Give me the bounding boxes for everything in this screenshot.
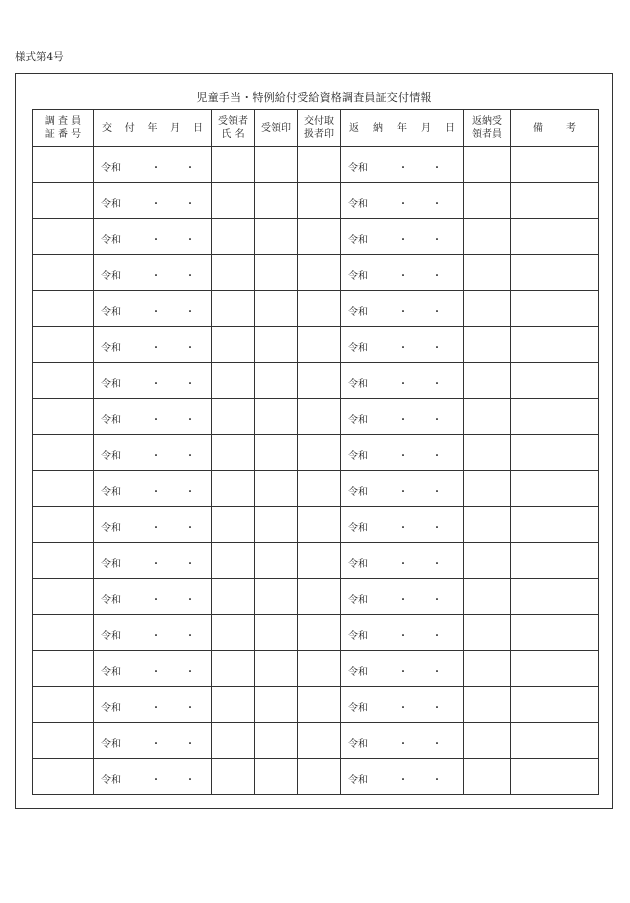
issue-date-cell[interactable] xyxy=(94,615,212,651)
recipient-name-cell[interactable] xyxy=(212,579,255,615)
date-separator: ・ xyxy=(398,703,408,714)
recipient-seal-cell[interactable] xyxy=(255,363,298,399)
recipient-seal-cell[interactable] xyxy=(255,399,298,435)
date-separator: ・ xyxy=(432,487,442,498)
remarks-cell[interactable] xyxy=(511,147,599,183)
return-receiver-cell[interactable] xyxy=(464,543,511,579)
issuer-seal-cell[interactable] xyxy=(298,723,341,759)
table-row xyxy=(33,435,599,471)
issue-date-cell[interactable] xyxy=(94,435,212,471)
date-separator: ・ xyxy=(185,559,195,570)
table-row xyxy=(33,759,599,795)
issue-date-cell[interactable] xyxy=(94,651,212,687)
remarks-cell[interactable] xyxy=(511,327,599,363)
investigator-no-cell[interactable] xyxy=(33,507,94,543)
investigator-no-cell[interactable] xyxy=(33,255,94,291)
era-label: 令和 xyxy=(348,199,368,210)
issue-date-cell[interactable] xyxy=(94,579,212,615)
date-separator: ・ xyxy=(398,775,408,786)
date-separator: ・ xyxy=(398,523,408,534)
issue-date-cell[interactable] xyxy=(94,507,212,543)
date-separator: ・ xyxy=(151,235,161,246)
issuer-seal-cell[interactable] xyxy=(298,435,341,471)
era-label: 令和 xyxy=(101,775,121,786)
date-separator: ・ xyxy=(432,595,442,606)
header-issue-date: 交 付 年 月 日 xyxy=(94,110,212,147)
date-separator: ・ xyxy=(185,235,195,246)
date-separator: ・ xyxy=(151,739,161,750)
recipient-seal-cell[interactable] xyxy=(255,579,298,615)
era-label: 令和 xyxy=(348,307,368,318)
investigator-no-cell[interactable] xyxy=(33,291,94,327)
investigator-no-cell[interactable] xyxy=(33,435,94,471)
recipient-name-cell[interactable] xyxy=(212,507,255,543)
era-label: 令和 xyxy=(348,343,368,354)
date-separator: ・ xyxy=(185,451,195,462)
recipient-name-cell[interactable] xyxy=(212,255,255,291)
date-separator: ・ xyxy=(398,235,408,246)
issue-date-cell[interactable] xyxy=(94,687,212,723)
date-separator: ・ xyxy=(185,739,195,750)
return-date-cell[interactable] xyxy=(341,363,464,399)
issue-date-cell[interactable] xyxy=(94,291,212,327)
table-row xyxy=(33,399,599,435)
investigator-no-cell[interactable] xyxy=(33,615,94,651)
date-separator: ・ xyxy=(398,271,408,282)
issue-date-cell[interactable] xyxy=(94,147,212,183)
date-separator: ・ xyxy=(151,487,161,498)
date-separator: ・ xyxy=(151,523,161,534)
recipient-name-cell[interactable] xyxy=(212,435,255,471)
return-receiver-cell[interactable] xyxy=(464,723,511,759)
date-separator: ・ xyxy=(151,451,161,462)
investigator-no-cell[interactable] xyxy=(33,147,94,183)
table-row xyxy=(33,471,599,507)
remarks-cell[interactable] xyxy=(511,219,599,255)
issue-date-cell[interactable] xyxy=(94,543,212,579)
era-label: 令和 xyxy=(348,235,368,246)
date-separator: ・ xyxy=(185,415,195,426)
remarks-cell[interactable] xyxy=(511,291,599,327)
remarks-cell[interactable] xyxy=(511,651,599,687)
investigator-no-cell[interactable] xyxy=(33,687,94,723)
recipient-name-cell[interactable] xyxy=(212,543,255,579)
date-separator: ・ xyxy=(432,775,442,786)
table-row xyxy=(33,291,599,327)
date-separator: ・ xyxy=(185,271,195,282)
date-separator: ・ xyxy=(151,163,161,174)
recipient-name-cell[interactable] xyxy=(212,687,255,723)
recipient-name-cell[interactable] xyxy=(212,723,255,759)
return-receiver-cell[interactable] xyxy=(464,399,511,435)
return-date-cell[interactable] xyxy=(341,651,464,687)
date-separator: ・ xyxy=(185,775,195,786)
era-label: 令和 xyxy=(348,163,368,174)
return-receiver-cell[interactable] xyxy=(464,327,511,363)
issuer-seal-cell[interactable] xyxy=(298,507,341,543)
date-separator: ・ xyxy=(432,667,442,678)
investigator-no-cell[interactable] xyxy=(33,471,94,507)
return-receiver-cell[interactable] xyxy=(464,219,511,255)
date-separator: ・ xyxy=(398,739,408,750)
date-separator: ・ xyxy=(185,631,195,642)
date-separator: ・ xyxy=(185,343,195,354)
date-separator: ・ xyxy=(398,343,408,354)
return-date-cell[interactable] xyxy=(341,147,464,183)
investigator-no-cell[interactable] xyxy=(33,219,94,255)
return-receiver-cell[interactable] xyxy=(464,183,511,219)
return-receiver-cell[interactable] xyxy=(464,507,511,543)
return-date-cell[interactable] xyxy=(341,543,464,579)
investigator-no-cell[interactable] xyxy=(33,723,94,759)
remarks-cell[interactable] xyxy=(511,399,599,435)
era-label: 令和 xyxy=(348,379,368,390)
table-row xyxy=(33,723,599,759)
recipient-seal-cell[interactable] xyxy=(255,723,298,759)
table-row xyxy=(33,687,599,723)
issuer-seal-cell[interactable] xyxy=(298,543,341,579)
table-row xyxy=(33,651,599,687)
date-separator: ・ xyxy=(432,415,442,426)
date-separator: ・ xyxy=(185,523,195,534)
issuer-seal-cell[interactable] xyxy=(298,471,341,507)
date-separator: ・ xyxy=(398,415,408,426)
recipient-name-cell[interactable] xyxy=(212,399,255,435)
era-label: 令和 xyxy=(101,703,121,714)
issuer-seal-cell[interactable] xyxy=(298,399,341,435)
remarks-cell[interactable] xyxy=(511,255,599,291)
era-label: 令和 xyxy=(101,523,121,534)
recipient-seal-cell[interactable] xyxy=(255,327,298,363)
investigator-no-cell[interactable] xyxy=(33,327,94,363)
header-recipient-name: 受領者 氏 名 xyxy=(212,110,255,147)
remarks-cell[interactable] xyxy=(511,543,599,579)
recipient-seal-cell[interactable] xyxy=(255,615,298,651)
issuer-seal-cell[interactable] xyxy=(298,183,341,219)
return-date-cell[interactable] xyxy=(341,255,464,291)
recipient-name-cell[interactable] xyxy=(212,327,255,363)
date-separator: ・ xyxy=(432,559,442,570)
table-row xyxy=(33,579,599,615)
recipient-seal-cell[interactable] xyxy=(255,651,298,687)
issuer-seal-cell[interactable] xyxy=(298,363,341,399)
era-label: 令和 xyxy=(348,271,368,282)
era-label: 令和 xyxy=(348,523,368,534)
recipient-seal-cell[interactable] xyxy=(255,435,298,471)
return-date-cell[interactable] xyxy=(341,507,464,543)
era-label: 令和 xyxy=(101,559,121,570)
return-date-cell[interactable] xyxy=(341,399,464,435)
era-label: 令和 xyxy=(101,235,121,246)
issuer-seal-cell[interactable] xyxy=(298,687,341,723)
issuer-seal-cell[interactable] xyxy=(298,579,341,615)
investigator-no-cell[interactable] xyxy=(33,759,94,795)
table-row xyxy=(33,363,599,399)
issuer-seal-cell[interactable] xyxy=(298,759,341,795)
date-separator: ・ xyxy=(185,703,195,714)
form-number-label: 様式第4号 xyxy=(15,51,64,63)
recipient-name-cell[interactable] xyxy=(212,651,255,687)
issue-date-cell[interactable] xyxy=(94,183,212,219)
recipient-seal-cell[interactable] xyxy=(255,219,298,255)
date-separator: ・ xyxy=(151,415,161,426)
return-receiver-cell[interactable] xyxy=(464,651,511,687)
era-label: 令和 xyxy=(101,271,121,282)
investigator-no-cell[interactable] xyxy=(33,543,94,579)
era-label: 令和 xyxy=(348,487,368,498)
remarks-cell[interactable] xyxy=(511,615,599,651)
header-row xyxy=(33,110,599,147)
date-separator: ・ xyxy=(398,307,408,318)
era-label: 令和 xyxy=(348,451,368,462)
era-label: 令和 xyxy=(348,775,368,786)
date-separator: ・ xyxy=(185,595,195,606)
date-separator: ・ xyxy=(185,379,195,390)
return-date-cell[interactable] xyxy=(341,291,464,327)
recipient-seal-cell[interactable] xyxy=(255,687,298,723)
return-receiver-cell[interactable] xyxy=(464,615,511,651)
investigator-no-cell[interactable] xyxy=(33,399,94,435)
issue-date-cell[interactable] xyxy=(94,255,212,291)
era-label: 令和 xyxy=(101,163,121,174)
issue-date-cell[interactable] xyxy=(94,759,212,795)
era-label: 令和 xyxy=(101,307,121,318)
table-row xyxy=(33,327,599,363)
return-date-cell[interactable] xyxy=(341,687,464,723)
date-separator: ・ xyxy=(151,343,161,354)
date-separator: ・ xyxy=(432,235,442,246)
date-separator: ・ xyxy=(151,667,161,678)
era-label: 令和 xyxy=(101,343,121,354)
era-label: 令和 xyxy=(101,199,121,210)
return-receiver-cell[interactable] xyxy=(464,291,511,327)
recipient-name-cell[interactable] xyxy=(212,147,255,183)
date-separator: ・ xyxy=(432,451,442,462)
recipient-seal-cell[interactable] xyxy=(255,543,298,579)
issue-date-cell[interactable] xyxy=(94,723,212,759)
era-label: 令和 xyxy=(101,379,121,390)
investigator-no-cell[interactable] xyxy=(33,651,94,687)
recipient-seal-cell[interactable] xyxy=(255,183,298,219)
recipient-seal-cell[interactable] xyxy=(255,147,298,183)
investigator-no-cell[interactable] xyxy=(33,579,94,615)
return-date-cell[interactable] xyxy=(341,183,464,219)
date-separator: ・ xyxy=(432,703,442,714)
date-separator: ・ xyxy=(185,163,195,174)
return-date-cell[interactable] xyxy=(341,219,464,255)
recipient-name-cell[interactable] xyxy=(212,615,255,651)
date-separator: ・ xyxy=(398,559,408,570)
era-label: 令和 xyxy=(348,595,368,606)
recipient-name-cell[interactable] xyxy=(212,759,255,795)
investigator-no-cell[interactable] xyxy=(33,183,94,219)
remarks-cell[interactable] xyxy=(511,579,599,615)
era-label: 令和 xyxy=(348,631,368,642)
table-row xyxy=(33,219,599,255)
issuer-seal-cell[interactable] xyxy=(298,615,341,651)
date-separator: ・ xyxy=(398,163,408,174)
date-separator: ・ xyxy=(185,199,195,210)
recipient-name-cell[interactable] xyxy=(212,471,255,507)
date-separator: ・ xyxy=(398,631,408,642)
issuer-seal-cell[interactable] xyxy=(298,291,341,327)
recipient-name-cell[interactable] xyxy=(212,291,255,327)
recipient-name-cell[interactable] xyxy=(212,219,255,255)
issuer-seal-cell[interactable] xyxy=(298,327,341,363)
header-return-receiver: 返納受 領者員 xyxy=(464,110,511,147)
date-separator: ・ xyxy=(432,199,442,210)
date-separator: ・ xyxy=(185,307,195,318)
issuance-ledger-table xyxy=(32,109,599,795)
issue-date-cell[interactable] xyxy=(94,471,212,507)
date-separator: ・ xyxy=(151,199,161,210)
issue-date-cell[interactable] xyxy=(94,399,212,435)
return-date-cell[interactable] xyxy=(341,579,464,615)
date-separator: ・ xyxy=(398,595,408,606)
era-label: 令和 xyxy=(101,739,121,750)
issuer-seal-cell[interactable] xyxy=(298,147,341,183)
era-label: 令和 xyxy=(101,667,121,678)
remarks-cell[interactable] xyxy=(511,435,599,471)
remarks-cell[interactable] xyxy=(511,471,599,507)
investigator-no-cell[interactable] xyxy=(33,363,94,399)
issue-date-cell[interactable] xyxy=(94,363,212,399)
era-label: 令和 xyxy=(348,667,368,678)
recipient-seal-cell[interactable] xyxy=(255,759,298,795)
issuer-seal-cell[interactable] xyxy=(298,255,341,291)
date-separator: ・ xyxy=(151,559,161,570)
table-row xyxy=(33,183,599,219)
date-separator: ・ xyxy=(185,667,195,678)
remarks-cell[interactable] xyxy=(511,723,599,759)
date-separator: ・ xyxy=(398,487,408,498)
table-row xyxy=(33,507,599,543)
table-row xyxy=(33,615,599,651)
era-label: 令和 xyxy=(348,415,368,426)
date-separator: ・ xyxy=(151,307,161,318)
issue-date-cell[interactable] xyxy=(94,219,212,255)
return-receiver-cell[interactable] xyxy=(464,471,511,507)
recipient-name-cell[interactable] xyxy=(212,183,255,219)
header-issuer-seal: 交付取 扱者印 xyxy=(298,110,341,147)
issuer-seal-cell[interactable] xyxy=(298,651,341,687)
date-separator: ・ xyxy=(432,343,442,354)
date-separator: ・ xyxy=(151,775,161,786)
header-recipient-seal: 受領印 xyxy=(255,110,298,147)
date-separator: ・ xyxy=(151,631,161,642)
recipient-seal-cell[interactable] xyxy=(255,507,298,543)
remarks-cell[interactable] xyxy=(511,759,599,795)
table-row xyxy=(33,255,599,291)
date-separator: ・ xyxy=(398,199,408,210)
date-separator: ・ xyxy=(151,271,161,282)
return-date-cell[interactable] xyxy=(341,615,464,651)
era-label: 令和 xyxy=(101,415,121,426)
return-date-cell[interactable] xyxy=(341,723,464,759)
return-receiver-cell[interactable] xyxy=(464,435,511,471)
era-label: 令和 xyxy=(101,631,121,642)
return-date-cell[interactable] xyxy=(341,759,464,795)
era-label: 令和 xyxy=(348,739,368,750)
date-separator: ・ xyxy=(185,487,195,498)
return-receiver-cell[interactable] xyxy=(464,255,511,291)
recipient-seal-cell[interactable] xyxy=(255,255,298,291)
era-label: 令和 xyxy=(101,595,121,606)
return-receiver-cell[interactable] xyxy=(464,687,511,723)
return-date-cell[interactable] xyxy=(341,435,464,471)
date-separator: ・ xyxy=(151,379,161,390)
document-title: 児童手当・特例給付受給資格調査員証交付情報 xyxy=(196,91,432,104)
header-investigator-no: 調 査 員 証 番 号 xyxy=(33,110,94,147)
date-separator: ・ xyxy=(432,631,442,642)
return-receiver-cell[interactable] xyxy=(464,147,511,183)
date-separator: ・ xyxy=(432,163,442,174)
date-separator: ・ xyxy=(432,523,442,534)
remarks-cell[interactable] xyxy=(511,687,599,723)
table-row xyxy=(33,543,599,579)
date-separator: ・ xyxy=(151,595,161,606)
remarks-cell[interactable] xyxy=(511,183,599,219)
ledger-body xyxy=(33,147,599,795)
date-separator: ・ xyxy=(398,451,408,462)
remarks-cell[interactable] xyxy=(511,507,599,543)
table-row xyxy=(33,147,599,183)
date-separator: ・ xyxy=(432,307,442,318)
issue-date-cell[interactable] xyxy=(94,327,212,363)
return-receiver-cell[interactable] xyxy=(464,759,511,795)
header-remarks: 備 考 xyxy=(511,110,599,147)
date-separator: ・ xyxy=(432,379,442,390)
return-receiver-cell[interactable] xyxy=(464,363,511,399)
era-label: 令和 xyxy=(348,703,368,714)
era-label: 令和 xyxy=(101,451,121,462)
recipient-seal-cell[interactable] xyxy=(255,291,298,327)
remarks-cell[interactable] xyxy=(511,363,599,399)
return-receiver-cell[interactable] xyxy=(464,579,511,615)
issuer-seal-cell[interactable] xyxy=(298,219,341,255)
return-date-cell[interactable] xyxy=(341,327,464,363)
date-separator: ・ xyxy=(432,739,442,750)
date-separator: ・ xyxy=(398,667,408,678)
date-separator: ・ xyxy=(151,703,161,714)
return-date-cell[interactable] xyxy=(341,471,464,507)
era-label: 令和 xyxy=(348,559,368,570)
recipient-name-cell[interactable] xyxy=(212,363,255,399)
era-label: 令和 xyxy=(101,487,121,498)
date-separator: ・ xyxy=(432,271,442,282)
header-return-date: 返 納 年 月 日 xyxy=(341,110,464,147)
date-separator: ・ xyxy=(398,379,408,390)
recipient-seal-cell[interactable] xyxy=(255,471,298,507)
